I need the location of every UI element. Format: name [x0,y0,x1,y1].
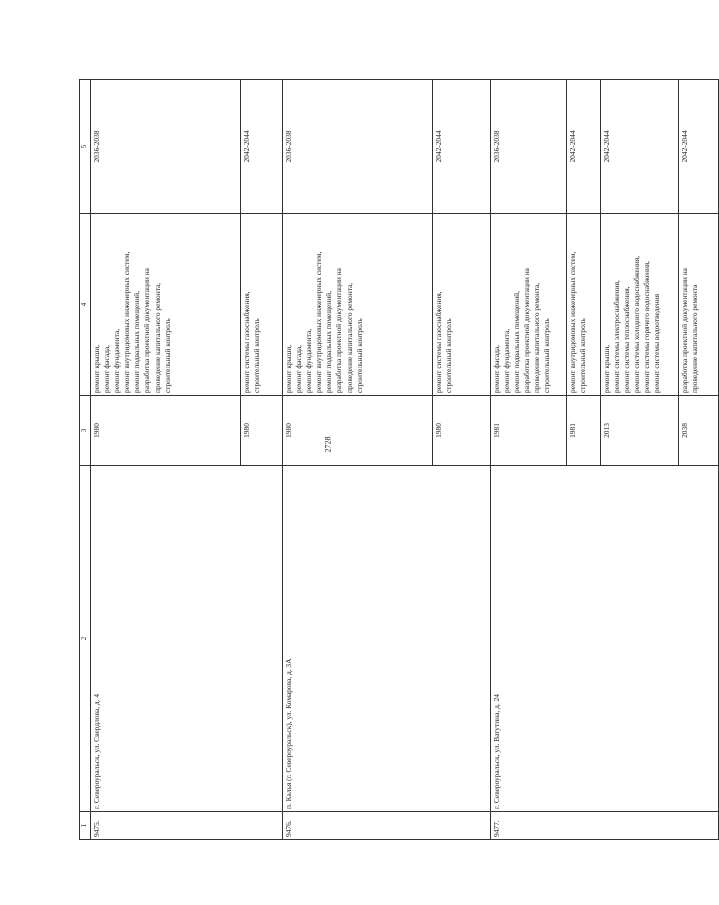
address-cell: г. Североуральск, ул. Свердлова, д. 4 [91,466,283,812]
works-cell [241,214,283,396]
work-item: проведение капитального ремонта, [344,282,354,393]
work-item: ремонт подвальных помещений, [132,291,142,393]
period-cell: 2042-2044 [433,80,491,214]
period-cell: 2042-2044 [241,80,283,214]
work-item: ремонт крыши, [92,344,101,393]
work-item: ремонт фасада, [102,345,112,393]
work-item: ремонт фасада, [492,345,501,393]
work-item: ремонт фундамента, [502,328,512,393]
works-cell [567,214,601,396]
work-item: строительный контроль [578,318,588,393]
works-cell [491,214,567,396]
header-cell: 1 [80,812,91,840]
work-item: ремонт внутридомовых инженерных систем, [122,251,132,393]
period-cell: 2042-2044 [567,80,601,214]
header-cell: 5 [80,80,91,214]
work-item: ремонт фасада, [294,345,304,393]
work-item: разработка проектной документации на [334,268,344,393]
work-item: ремонт системы электроснабжения, [612,280,622,393]
page-number: 2728 [323,436,333,453]
year-cell: 1981 [567,396,601,466]
work-item: проведение капитального ремонта, [532,282,542,393]
work-item: ремонт системы газоснабжения, [242,291,251,393]
work-item: ремонт системы водоотведения [652,293,662,393]
address-cell: г. Североуральск, ул. Ватутина, д. 24 [491,466,719,812]
year-cell: 1980 [91,396,241,466]
year-cell: 1981 [491,396,567,466]
work-item: ремонт подвальных помещений, [512,291,522,393]
work-item: ремонт фундамента, [112,328,122,393]
works-cell [679,214,719,396]
header-cell: 2 [80,466,91,812]
work-item: строительный контроль [444,318,454,393]
work-item: ремонт системы теплоснабжения, [622,286,632,393]
address-cell: п. Калья (г. Североуральск), ул. Комарова, д. 3А [283,466,491,812]
table-row [91,80,241,840]
work-item: ремонт системы газоснабжения, [434,291,443,393]
work-item: проведение капитального ремонта, [152,282,162,393]
work-item: строительный контроль [354,318,364,393]
work-item: ремонт системы горячего водоснабжения, [642,260,652,393]
row-number-cell: 9475. [91,812,283,840]
year-cell: 2038 [679,396,719,466]
work-item: строительный контроль [252,318,262,393]
header-cell: 4 [80,214,91,396]
table-row [283,80,433,840]
header-row [80,80,91,840]
work-item: разработка проектной документации на [142,268,152,393]
work-item: ремонт крыши, [602,344,611,393]
table-row [491,80,567,840]
work-item: ремонт внутридомовых инженерных систем, [314,251,324,393]
period-cell: 2036-2038 [91,80,241,214]
header-cell: 3 [80,396,91,466]
works-cell [283,214,433,396]
work-item: ремонт фундамента, [304,328,314,393]
work-item: ремонт крыши, [284,344,293,393]
work-item: ремонт подвальных помещений, [324,291,334,393]
work-item: строительный контроль [542,318,552,393]
period-cell: 2042-2044 [601,80,679,214]
period-cell: 2036-2038 [283,80,433,214]
work-item: ремонт внутридомовых инженерных систем, [568,251,577,393]
repair-schedule-table [79,80,700,840]
year-cell: 2013 [601,396,679,466]
work-item: разработка проектной документации на [680,268,689,393]
works-cell [433,214,491,396]
work-item: разработка проектной документации на [522,268,532,393]
period-cell: 2036-2038 [491,80,567,214]
work-item: проведение капитального ремонта [690,284,700,393]
row-number-cell: 9477. [491,812,719,840]
period-cell: 2042-2044 [679,80,719,214]
table-body [80,80,719,840]
work-item: ремонт системы холодного водоснабжения, [632,256,642,393]
work-item: строительный контроль [162,318,172,393]
year-cell: 1980 [283,396,433,466]
works-cell [91,214,241,396]
works-cell [601,214,679,396]
year-cell: 1980 [241,396,283,466]
year-cell: 1980 [433,396,491,466]
row-number-cell: 9476. [283,812,491,840]
